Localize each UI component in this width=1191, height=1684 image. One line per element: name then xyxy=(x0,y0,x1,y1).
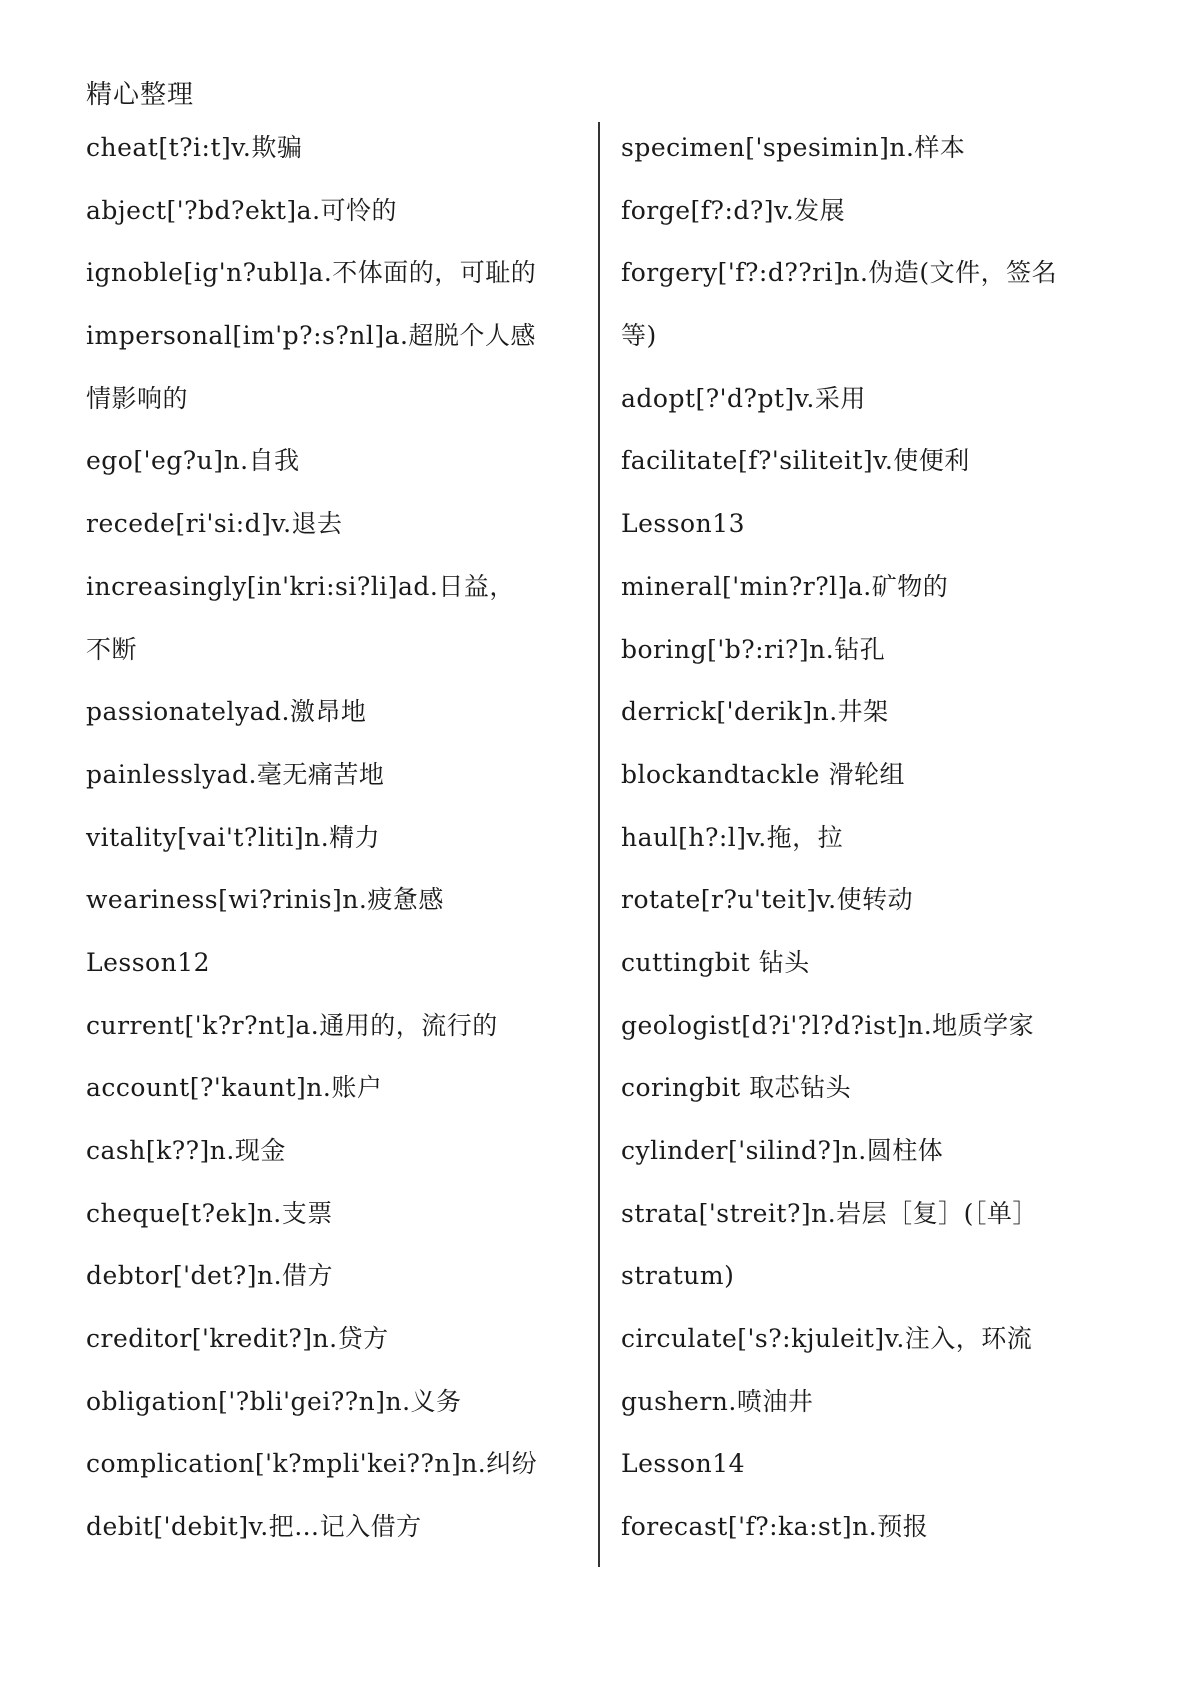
vocab-line: cylinder['silind?]n.圆柱体 xyxy=(621,1136,944,1165)
vocab-line: blockandtackle 滑轮组 xyxy=(621,759,906,789)
vocab-line: circulate['s?:kjuleit]v.注入，环流 xyxy=(621,1324,1033,1354)
vocab-line: forge[f?:d?]v.发展 xyxy=(621,195,846,225)
vocab-line: weariness[wi?rinis]n.疲惫感 xyxy=(86,885,444,915)
vocab-line: forgery['f?:d??ri]n.伪造(文件，签名 xyxy=(621,258,1058,288)
vocab-line: passionatelyad.激昂地 xyxy=(86,697,367,727)
lesson-heading: Lesson13 xyxy=(621,509,746,539)
vocab-line: gushern.喷油井 xyxy=(621,1386,814,1416)
vocab-line: recede[ri'si:d]v.退去 xyxy=(86,509,343,539)
left-column xyxy=(86,117,586,1559)
vocab-line: strata['streit?]n.岩层［复］(［单］ xyxy=(621,1198,1038,1228)
vocab-line: ignoble[ig'n?ubl]a.不体面的，可耻的 xyxy=(86,258,537,288)
vocab-line: cheat[t?i:t]v.欺骗 xyxy=(86,133,303,162)
lesson-heading: Lesson12 xyxy=(86,947,211,977)
vocab-line: impersonal[im'p?:s?nl]a.超脱个人感 xyxy=(86,321,536,351)
vocab-line: abject['?bd?ekt]a.可怜的 xyxy=(86,195,398,225)
vocab-line: coringbit 取芯钻头 xyxy=(621,1073,852,1103)
vocab-line: cash[k??]n.现金 xyxy=(86,1136,286,1165)
vocab-line: geologist[d?i'?l?d?ist]n.地质学家 xyxy=(621,1010,1035,1040)
vocab-line: 等) xyxy=(621,321,657,351)
vocab-line: ego['eg?u]n.自我 xyxy=(86,446,300,476)
page-header-title: 精心整理 xyxy=(86,80,195,110)
vocab-line: vitality[vai't?liti]n.精力 xyxy=(86,822,381,852)
column-divider xyxy=(598,122,600,1567)
vocab-line: cuttingbit 钻头 xyxy=(621,947,810,977)
vocab-line: adopt[?'d?pt]v.采用 xyxy=(621,383,866,413)
vocab-line: derrick['derik]n.井架 xyxy=(621,697,889,727)
vocab-line: account[?'kaunt]n.账户 xyxy=(86,1073,383,1103)
vocab-line: painlesslyad.毫无痛苦地 xyxy=(86,759,385,789)
vocab-line: haul[h?:l]v.拖，拉 xyxy=(621,822,844,852)
right-column xyxy=(621,117,1141,1559)
vocab-line: 情影响的 xyxy=(86,383,189,413)
lesson-heading: Lesson14 xyxy=(621,1449,746,1479)
vocab-line: current['k?r?nt]a.通用的，流行的 xyxy=(86,1010,498,1040)
vocab-line: stratum) xyxy=(621,1261,735,1291)
vocab-line: boring['b?:ri?]n.钻孔 xyxy=(621,634,886,664)
vocab-line: mineral['min?r?l]a.矿物的 xyxy=(621,571,949,601)
vocab-line: obligation['?bli'gei??n]n.义务 xyxy=(86,1386,462,1416)
vocab-line: facilitate[f?'siliteit]v.使便利 xyxy=(621,446,970,476)
vocab-line: complication['k?mpli'kei??n]n.纠纷 xyxy=(86,1449,538,1479)
vocab-line: cheque[t?ek]n.支票 xyxy=(86,1198,333,1228)
vocab-line: specimen['spesimin]n.样本 xyxy=(621,133,966,162)
vocab-line: creditor['kredit?]n.贷方 xyxy=(86,1324,389,1354)
vocab-line: forecast['f?:ka:st]n.预报 xyxy=(621,1512,929,1542)
vocab-line: increasingly[in'kri:si?li]ad.日益， xyxy=(86,571,515,601)
vocab-line: 不断 xyxy=(86,634,138,664)
vocab-line: debit['debit]v.把…记入借方 xyxy=(86,1512,422,1542)
vocab-line: rotate[r?u'teit]v.使转动 xyxy=(621,885,914,915)
vocab-line: debtor['det?]n.借方 xyxy=(86,1261,334,1291)
